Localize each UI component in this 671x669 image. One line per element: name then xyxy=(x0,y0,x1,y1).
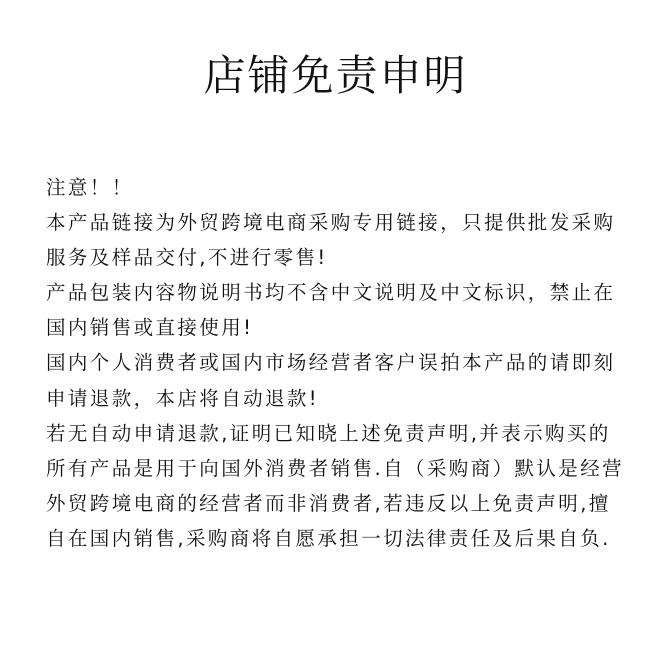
body-line: 产品包装内容物说明书均不含中文说明及中文标识，禁止在 xyxy=(46,281,616,305)
page-title: 店铺免责申明 xyxy=(203,51,468,100)
body-line: 申请退款，本店将自动退款! xyxy=(46,386,320,410)
body-line: 自在国内销售,采购商将自愿承担一切法律责任及后果自负. xyxy=(46,526,611,550)
disclaimer-body xyxy=(46,170,636,556)
body-line: 注意！！ xyxy=(46,176,134,199)
body-line: 国内个人消费者或国内市场经营者客户误拍本产品的请即刻 xyxy=(46,351,616,375)
body-line: 服务及样品交付,不进行零售! xyxy=(46,246,328,270)
body-line: 国内销售或直接使用! xyxy=(46,316,254,340)
body-line: 所有产品是用于向国外消费者销售.自（采购商）默认是经营 xyxy=(46,456,624,480)
body-line: 本产品链接为外贸跨境电商采购专用链接，只提供批发采购 xyxy=(46,211,616,235)
body-line: 外贸跨境电商的经营者而非消费者,若违反以上免责声明,擅 xyxy=(46,491,611,515)
body-line: 若无自动申请退款,证明已知晓上述免责声明,并表示购买的 xyxy=(46,421,611,445)
